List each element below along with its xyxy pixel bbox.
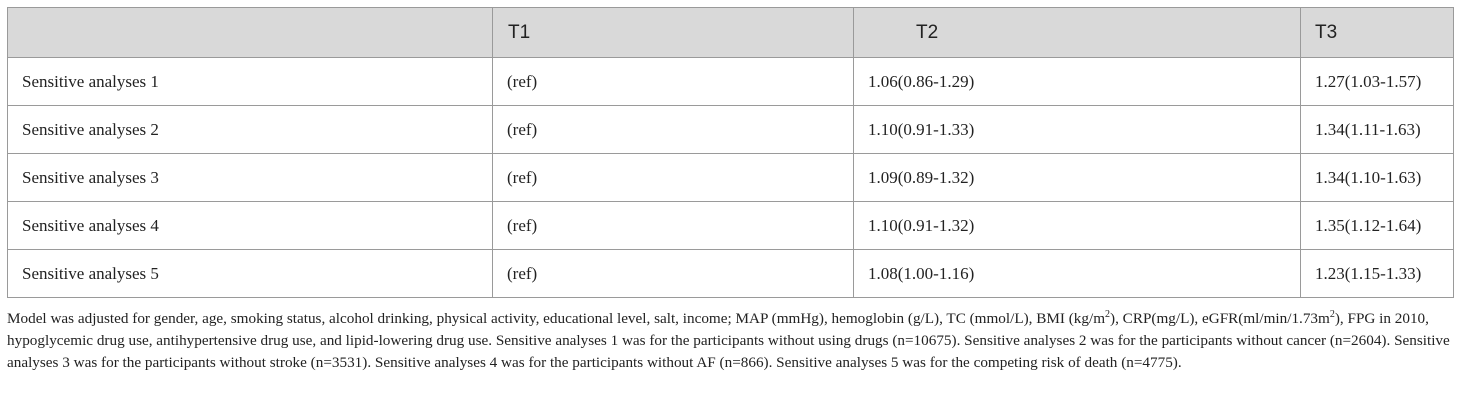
cell-t2: 1.09(0.89-1.32) <box>854 154 1301 202</box>
footnote-part-1: Model was adjusted for gender, age, smoking status, alcohol drinking, physical activity, educational level, salt, income; MAP (mmHg), hemoglobin (g/L), TC (mmol/L), BMI (kg/m <box>7 310 1106 327</box>
cell-t1: (ref) <box>493 250 854 298</box>
cell-t3: 1.34(1.11-1.63) <box>1301 106 1454 154</box>
cell-t3: 1.27(1.03-1.57) <box>1301 58 1454 106</box>
table-row <box>8 58 1454 106</box>
header-t2: T2 <box>854 8 1301 58</box>
header-t1: T1 <box>493 8 854 58</box>
cell-t2: 1.10(0.91-1.33) <box>854 106 1301 154</box>
table-row <box>8 202 1454 250</box>
cell-t3: 1.35(1.12-1.64) <box>1301 202 1454 250</box>
footnote-superscript-2: 2 <box>1329 309 1335 320</box>
cell-t1: (ref) <box>493 154 854 202</box>
table-row <box>8 106 1454 154</box>
table-header-row <box>8 8 1454 58</box>
cell-t1: (ref) <box>493 58 854 106</box>
table-footnote <box>7 308 1457 374</box>
results-table-container <box>7 7 1453 298</box>
row-label: Sensitive analyses 3 <box>8 154 493 202</box>
table-row <box>8 250 1454 298</box>
cell-t2: 1.08(1.00-1.16) <box>854 250 1301 298</box>
cell-t2: 1.10(0.91-1.32) <box>854 202 1301 250</box>
cell-t2: 1.06(0.86-1.29) <box>854 58 1301 106</box>
footnote-superscript-1: 2 <box>1105 309 1111 320</box>
header-row-label <box>8 8 493 58</box>
row-label: Sensitive analyses 4 <box>8 202 493 250</box>
sensitivity-analysis-table <box>7 7 1454 298</box>
row-label: Sensitive analyses 5 <box>8 250 493 298</box>
cell-t1: (ref) <box>493 202 854 250</box>
table-row <box>8 154 1454 202</box>
footnote-part-3: ), FPG in 2010, hypoglycemic drug use, antihypertensive drug use, and lipid-lowering drug use. Sensitive analyses 1 was for the participants without using drugs (n=10675). Sensitive analyses 2 was for the participants without cancer (n=2604). Sensitive analyses 3 was for the participants without stroke (n=3531). Sensitive analyses 4 was for the participants without AF (n=866). Sensitive analyses 5 was for the competing risk of death (n=4775). <box>7 310 1450 371</box>
row-label: Sensitive analyses 2 <box>8 106 493 154</box>
cell-t1: (ref) <box>493 106 854 154</box>
cell-t3: 1.23(1.15-1.33) <box>1301 250 1454 298</box>
footnote-part-2: ), CRP(mg/L), eGFR(ml/min/1.73m <box>1110 310 1330 327</box>
row-label: Sensitive analyses 1 <box>8 58 493 106</box>
header-t3: T3 <box>1301 8 1454 58</box>
cell-t3: 1.34(1.10-1.63) <box>1301 154 1454 202</box>
